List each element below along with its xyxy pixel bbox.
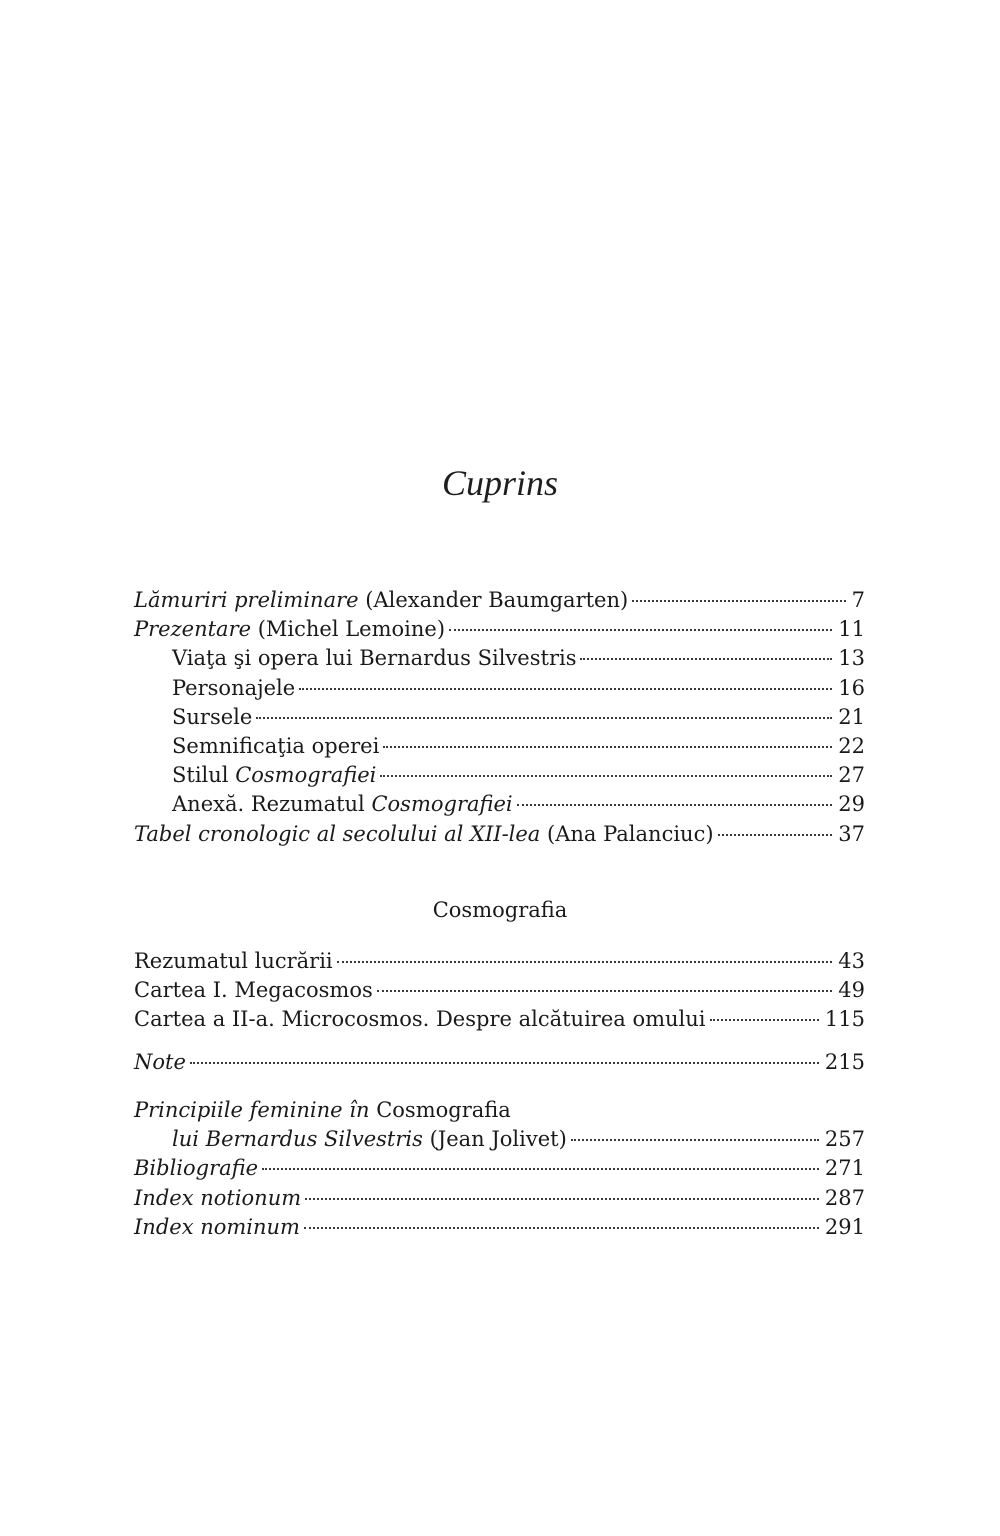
toc-entry[interactable] [134, 1048, 865, 1077]
toc-entry[interactable] [134, 586, 865, 615]
toc-page-number: 287 [824, 1185, 865, 1210]
toc-entry[interactable] [134, 1005, 865, 1034]
toc-entry-title: Cartea a II-a. Microcosmos. Despre alcătuirea omului [134, 1007, 706, 1032]
toc-notes [134, 1048, 865, 1077]
toc-entry-title: Stilul Cosmografiei [172, 763, 377, 788]
toc-subentry[interactable] [134, 790, 865, 819]
toc-front-matter [134, 586, 865, 849]
toc-page-number: 257 [824, 1127, 865, 1152]
toc-entry-title: Personajele [172, 675, 296, 700]
toc-page-number: 29 [838, 792, 865, 817]
dot-leader [718, 834, 833, 836]
toc-entry[interactable] [134, 820, 865, 849]
toc-subentry[interactable] [134, 703, 865, 732]
toc-entry-title: Sursele [172, 704, 253, 729]
toc-entry[interactable] [134, 1184, 865, 1213]
toc-page-number: 37 [838, 821, 865, 846]
toc-entry[interactable] [134, 947, 865, 976]
dot-leader [305, 1198, 819, 1200]
dot-leader [383, 746, 832, 748]
toc-page-number: 13 [838, 646, 865, 671]
toc-page-number: 16 [838, 675, 865, 700]
dot-leader [262, 1168, 819, 1170]
toc-page-number: 215 [824, 1050, 865, 1074]
toc-page-number: 7 [851, 588, 865, 612]
toc-main-text [134, 947, 865, 1035]
toc-entry-title: Anexă. Rezumatul Cosmografiei [172, 792, 513, 817]
toc-entry-title: Lămuriri preliminare (Alexander Baumgarten) [134, 588, 629, 612]
dot-leader [571, 1139, 819, 1141]
page-title: Cuprins [441, 463, 559, 503]
toc-entry-title: lui Bernardus Silvestris (Jean Jolivet) [172, 1127, 567, 1152]
toc-entry-title: Index notionum [134, 1185, 302, 1210]
toc-page-number: 115 [824, 1007, 865, 1032]
toc-entry-title: Prezentare (Michel Lemoine) [134, 617, 446, 642]
toc-entry[interactable] [134, 1154, 865, 1183]
toc-entry-title: Note [134, 1050, 186, 1074]
dot-leader [377, 990, 833, 992]
dot-leader [580, 658, 832, 660]
toc-entry[interactable] [134, 976, 865, 1005]
toc-entry-title: Index nominum [134, 1214, 300, 1239]
toc-entry-title: Rezumatul lucrării [134, 949, 333, 973]
toc-entry[interactable] [134, 1125, 865, 1154]
dot-leader [710, 1019, 819, 1021]
toc-entry-title: Viaţa şi opera lui Bernardus Silvestris [172, 646, 577, 671]
toc-page-number: 11 [838, 617, 865, 642]
toc-subentry[interactable] [134, 732, 865, 761]
toc-entry-title: Bibliografie [134, 1156, 259, 1181]
toc-subentry[interactable] [134, 674, 865, 703]
toc-page-number: 291 [824, 1214, 865, 1239]
toc-entry-title: Cartea I. Megacosmos [134, 978, 373, 1003]
toc-subentry[interactable] [134, 761, 865, 790]
toc-page-number: 21 [838, 704, 865, 729]
dot-leader [304, 1227, 819, 1229]
dot-leader [632, 600, 845, 602]
toc-entry[interactable] [134, 1213, 865, 1242]
dot-leader [299, 688, 832, 690]
toc-entry-title: Semnificaţia operei [172, 733, 380, 758]
toc-page-number: 22 [838, 733, 865, 758]
toc-entry[interactable] [134, 615, 865, 644]
dot-leader [517, 804, 833, 806]
section-heading: Cosmografia [432, 898, 568, 922]
toc-page-number: 271 [824, 1156, 865, 1181]
dot-leader [337, 961, 833, 963]
dot-leader [449, 629, 832, 631]
dot-leader [190, 1062, 819, 1064]
toc-page-number: 43 [838, 949, 865, 973]
toc-back-matter [134, 1096, 865, 1242]
toc-page-number: 49 [838, 978, 865, 1003]
dot-leader [380, 775, 832, 777]
toc-page-number: 27 [838, 763, 865, 788]
dot-leader [256, 717, 832, 719]
toc-entry-title-line[interactable]: Principiile feminine în Cosmografia [134, 1098, 511, 1122]
toc-subentry[interactable] [134, 644, 865, 673]
toc-entry-title: Tabel cronologic al secolului al XII-lea (Ana Palanciuc) [134, 821, 714, 846]
